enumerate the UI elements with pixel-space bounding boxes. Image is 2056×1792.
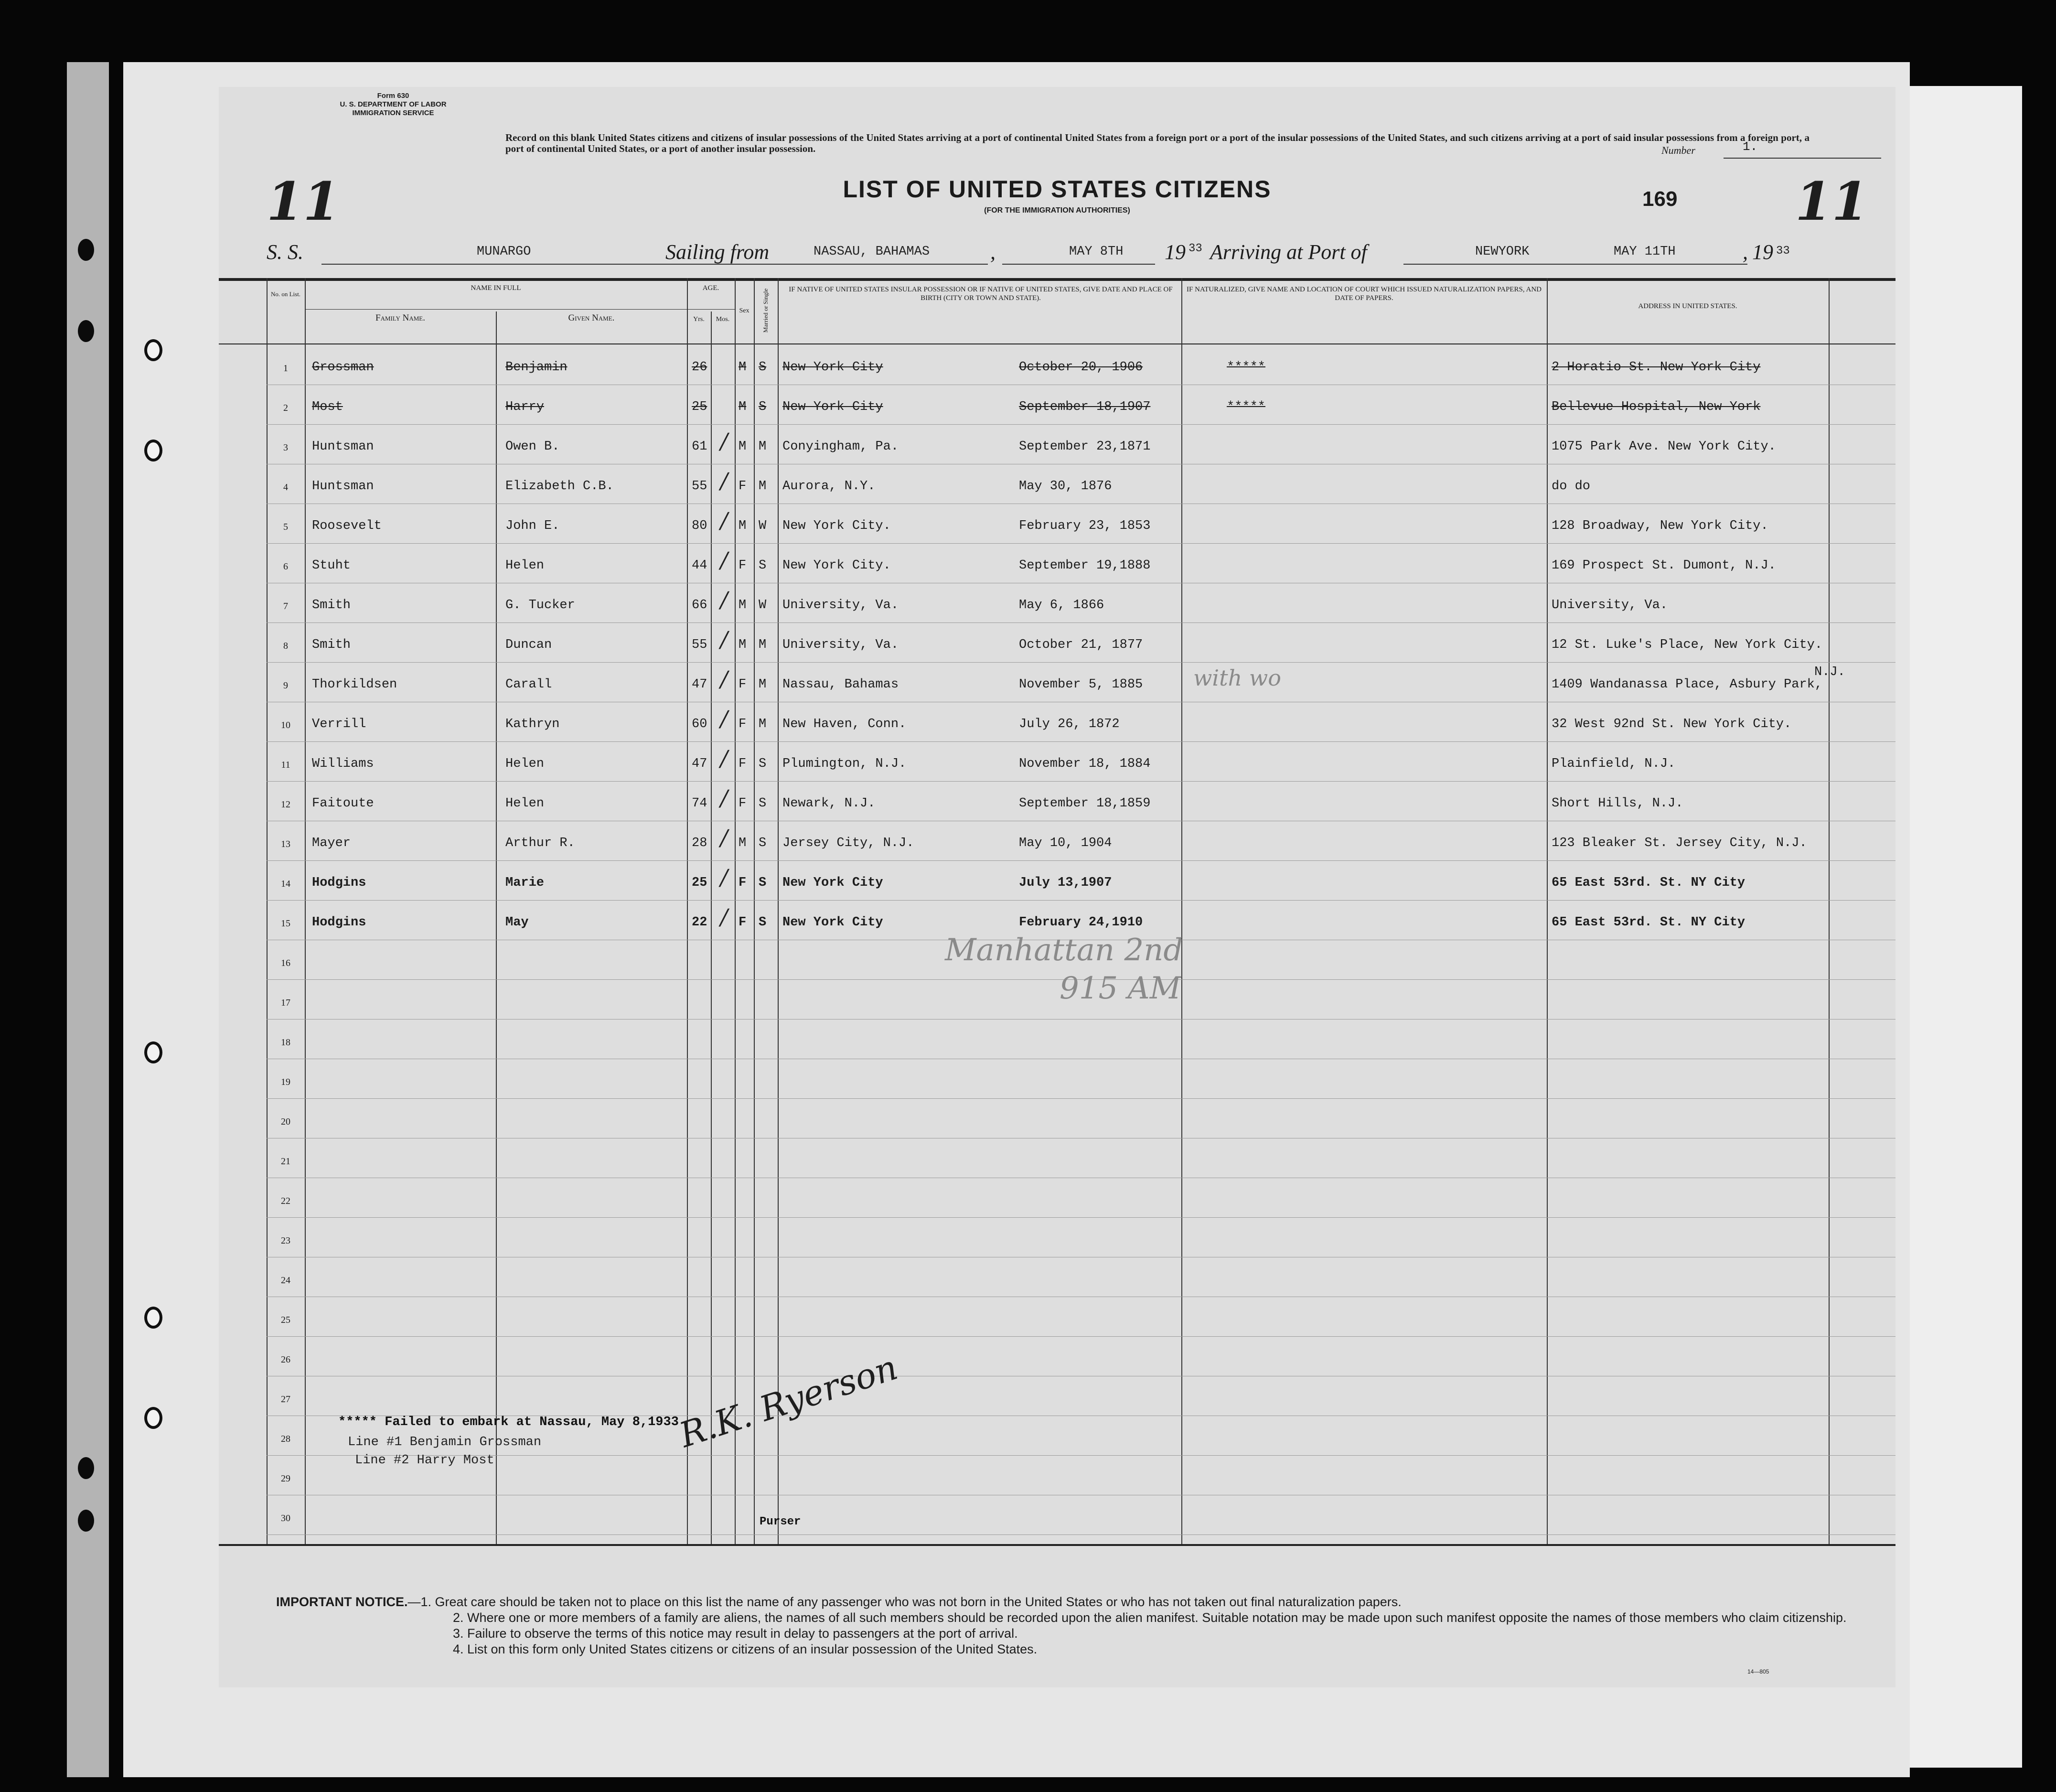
sail-year: 33 [1189, 242, 1202, 255]
sail-date: MAY 8TH [1069, 245, 1124, 259]
row-number: 6 [283, 561, 288, 572]
arrival-port: NEWYORK [1475, 245, 1530, 259]
form-id-block [300, 92, 486, 118]
birthplace-cell: Aurora, N.Y. [782, 479, 876, 494]
birthdate-cell: May 6, 1866 [1019, 598, 1104, 612]
tick-mark: / [720, 507, 728, 533]
tick-mark: / [720, 904, 728, 930]
row-number: 28 [281, 1434, 290, 1444]
arrival-date: MAY 11TH [1614, 245, 1676, 259]
marital-status-cell: S [759, 836, 767, 850]
address-overflow: N.J. [1814, 665, 1845, 679]
header-name-in-full: NAME IN FULL [471, 284, 521, 292]
footer-note-line2: Line #1 Benjamin Grossman [348, 1435, 542, 1449]
birthdate-cell: February 23, 1853 [1019, 519, 1151, 533]
service-name: IMMIGRATION SERVICE [352, 109, 434, 117]
marital-status-cell: M [759, 479, 767, 494]
tick-mark: / [720, 587, 728, 612]
purser-label: Purser [760, 1515, 801, 1528]
marital-status-cell: W [759, 598, 767, 612]
birthdate-cell: November 18, 1884 [1019, 757, 1151, 771]
age-cell: 61 [692, 440, 707, 454]
naturalization-cell: ***** [1227, 360, 1266, 375]
punch-hole [78, 239, 94, 261]
marital-status-cell: S [759, 400, 767, 414]
family-name-cell: Huntsman [312, 479, 374, 494]
important-notice [276, 1594, 1867, 1657]
row-number: 18 [281, 1037, 290, 1048]
pencil-note-time: 915 AM [1060, 971, 1181, 1006]
address-cell: 1409 Wandanassa Place, Asbury Park, [1552, 677, 1823, 692]
row-rule [267, 860, 1895, 861]
row-number: 20 [281, 1116, 290, 1127]
age-cell: 22 [692, 915, 707, 930]
row-rule [267, 622, 1895, 623]
marital-status-cell: S [759, 757, 767, 771]
number-label: Number [1661, 144, 1695, 156]
column-divider [496, 311, 497, 1544]
row-rule [267, 662, 1895, 663]
column-divider [1181, 278, 1182, 1544]
row-number: 13 [281, 839, 290, 849]
header-birth-place-date: IF NATIVE OF UNITED STATES INSULAR POSSESSION OR IF NATIVE OF UNITED STATES, GIVE DATE AND PLACE OF BIRTH (CITY OR TOWN AND STATE). [789, 286, 1173, 302]
department-name: U. S. DEPARTMENT OF LABOR [340, 100, 447, 108]
address-cell: 12 St. Luke's Place, New York City. [1552, 638, 1823, 652]
birthplace-cell: New York City [782, 876, 883, 890]
tick-mark: / [720, 864, 728, 890]
sex-cell: F [739, 796, 747, 811]
sex-cell: F [739, 876, 747, 890]
column-divider [1547, 278, 1548, 1544]
tick-mark: / [720, 666, 728, 692]
birthplace-cell: Jersey City, N.J. [782, 836, 914, 850]
given-name-cell: Elizabeth C.B. [505, 479, 614, 494]
handwritten-mark-right: 11 [1795, 171, 1869, 232]
birthplace-cell: University, Va. [782, 598, 899, 612]
birthdate-cell: May 30, 1876 [1019, 479, 1112, 494]
punch-hole [78, 1457, 94, 1479]
row-rule [267, 900, 1895, 901]
comma-separator: , [1743, 240, 1748, 264]
page-number: 169 [1642, 187, 1678, 211]
row-number: 5 [283, 522, 288, 532]
family-name-cell: Mayer [312, 836, 351, 850]
form-instructions: Record on this blank United States citizens and citizens of insular possessions of the United States arriving at a port of continental United States from a foreign port or a port of the insular possessions of the United States, and such citizens arriving at a port of said insular possessions from a foreign port, a port of continental United States, or a port of another insular possession. [505, 132, 1810, 154]
row-number: 30 [281, 1513, 290, 1524]
row-number: 3 [283, 442, 288, 453]
birthplace-cell: New York City [782, 360, 883, 375]
punch-hole [78, 320, 94, 342]
marital-status-cell: S [759, 915, 767, 930]
marital-status-cell: S [759, 558, 767, 573]
marital-status-cell: S [759, 360, 767, 375]
row-number: 29 [281, 1473, 290, 1484]
comma-separator: , [990, 240, 996, 264]
age-cell: 66 [692, 598, 707, 612]
arrival-year: 33 [1776, 245, 1790, 258]
marital-status-cell: M [759, 677, 767, 692]
naturalization-cell: ***** [1227, 400, 1266, 414]
row-rule [267, 741, 1895, 742]
address-cell: University, Va. [1552, 598, 1668, 612]
arrival-year-prefix: 19 [1752, 240, 1773, 264]
age-cell: 47 [692, 757, 707, 771]
header-sex: Sex [739, 307, 750, 314]
marital-status-cell: M [759, 440, 767, 454]
birthplace-cell: New York City [782, 915, 883, 930]
birthdate-cell: July 13,1907 [1019, 876, 1112, 890]
row-rule [267, 1455, 1895, 1456]
row-number: 2 [283, 403, 288, 413]
age-cell: 60 [692, 717, 707, 731]
sex-cell: F [739, 757, 747, 771]
given-name-cell: Helen [505, 558, 545, 573]
ship-name: MUNARGO [477, 245, 531, 259]
row-rule [267, 781, 1895, 782]
birthdate-cell: September 18,1907 [1019, 400, 1151, 414]
age-cell: 25 [692, 876, 707, 890]
birthplace-cell: New York City [782, 400, 883, 414]
citizens-list-form [219, 87, 1895, 1687]
sex-cell: M [739, 598, 747, 612]
column-divider [754, 278, 755, 1544]
address-cell: do do [1552, 479, 1591, 494]
age-cell: 80 [692, 519, 707, 533]
birthplace-cell: University, Va. [782, 638, 899, 652]
punch-hole [144, 1041, 162, 1063]
address-cell: Bellevue Hospital, New York [1552, 400, 1761, 414]
row-number: 12 [281, 799, 290, 810]
birthdate-cell: September 19,1888 [1019, 558, 1151, 573]
footer-note-line3: Line #2 Harry Most [355, 1453, 494, 1468]
arriving-label: Arriving at Port of [1210, 240, 1367, 264]
notice-item-2: 2. Where one or more members of a family are aliens, the names of all such members should be recorded upon the alien manifest. Suitable notation may be made upon such manifest opposite the names of those members who claim citizenship. [453, 1610, 1847, 1625]
column-divider [1829, 278, 1830, 1544]
tick-mark: / [720, 626, 728, 652]
family-name-cell: Williams [312, 757, 374, 771]
birthplace-cell: New York City. [782, 519, 891, 533]
row-number: 9 [283, 680, 288, 691]
column-divider [305, 278, 306, 1544]
marital-status-cell: S [759, 876, 767, 890]
age-cell: 28 [692, 836, 707, 850]
header-address: ADDRESS IN UNITED STATES. [1638, 302, 1737, 310]
sex-cell: F [739, 717, 747, 731]
given-name-cell: May [505, 915, 529, 930]
address-cell: 169 Prospect St. Dumont, N.J. [1552, 558, 1776, 573]
arrival-underline [1403, 264, 1747, 265]
notice-item-4: 4. List on this form only United States citizens or citizens of an insular possession of the United States. [453, 1642, 1038, 1656]
row-rule [267, 1336, 1895, 1337]
birthdate-cell: May 10, 1904 [1019, 836, 1112, 850]
sail-year-prefix: 19 [1165, 240, 1186, 264]
name-group-rule [305, 309, 687, 310]
birthplace-cell: Plumington, N.J. [782, 757, 907, 771]
tick-mark: / [720, 745, 728, 771]
family-name-cell: Huntsman [312, 440, 374, 454]
sex-cell: M [739, 836, 747, 850]
column-divider [711, 311, 712, 1544]
row-number: 14 [281, 879, 290, 889]
address-cell: 65 East 53rd. St. NY City [1552, 915, 1745, 930]
row-rule [267, 1217, 1895, 1218]
marital-status-cell: M [759, 638, 767, 652]
tick-mark: / [720, 547, 728, 573]
given-name-cell: Benjamin [505, 360, 568, 375]
sex-cell: F [739, 479, 747, 494]
number-underline [1724, 158, 1881, 159]
birthplace-cell: Newark, N.J. [782, 796, 876, 811]
birthplace-cell: New Haven, Conn. [782, 717, 907, 731]
given-name-cell: Owen B. [505, 440, 560, 454]
header-married-single: Married or Single [762, 288, 769, 333]
table-bottom-rule [219, 1544, 1895, 1546]
family-name-cell: Verrill [312, 717, 366, 731]
notice-label: IMPORTANT NOTICE. [276, 1595, 408, 1609]
row-number: 24 [281, 1275, 290, 1286]
age-cell: 47 [692, 677, 707, 692]
birthdate-cell: November 5, 1885 [1019, 677, 1143, 692]
given-name-cell: John E. [505, 519, 560, 533]
given-name-cell: G. Tucker [505, 598, 575, 612]
header-family-name: Family Name. [375, 313, 425, 323]
sail-date-underline [1002, 264, 1155, 265]
address-cell: Plainfield, N.J. [1552, 757, 1676, 771]
sex-cell: F [739, 677, 747, 692]
sex-cell: M [739, 360, 747, 375]
marital-status-cell: S [759, 796, 767, 811]
number-value: 1. [1743, 139, 1758, 154]
family-name-cell: Stuht [312, 558, 351, 573]
sex-cell: M [739, 440, 747, 454]
row-number: 21 [281, 1156, 290, 1167]
sex-cell: F [739, 915, 747, 930]
family-name-cell: Most [312, 400, 343, 414]
punch-hole [78, 1510, 94, 1532]
birthdate-cell: September 18,1859 [1019, 796, 1151, 811]
footer-note-line1: ***** Failed to embark at Nassau, May 8,1933 [338, 1415, 679, 1429]
address-cell: 128 Broadway, New York City. [1552, 519, 1768, 533]
age-cell: 74 [692, 796, 707, 811]
row-number: 27 [281, 1394, 290, 1405]
birthdate-cell: February 24,1910 [1019, 915, 1143, 930]
row-number: 26 [281, 1354, 290, 1365]
row-number: 17 [281, 998, 290, 1008]
row-number: 15 [281, 918, 290, 929]
row-rule [267, 1534, 1895, 1535]
form-print-code: 14—805 [1747, 1668, 1769, 1675]
birthdate-cell: July 26, 1872 [1019, 717, 1120, 731]
family-name-cell: Smith [312, 638, 351, 652]
column-divider [778, 278, 779, 1544]
sex-cell: F [739, 558, 747, 573]
notice-item-3: 3. Failure to observe the terms of this notice may result in delay to passengers at the port of arrival. [453, 1626, 1018, 1641]
address-cell: 1075 Park Ave. New York City. [1552, 440, 1776, 454]
birthplace-cell: Conyingham, Pa. [782, 440, 899, 454]
header-mos: Mos. [716, 316, 730, 323]
handwritten-mark-left: 11 [267, 171, 340, 232]
row-number: 4 [283, 482, 288, 493]
family-name-cell: Roosevelt [312, 519, 382, 533]
form-number: Form 630 [377, 92, 409, 100]
row-number: 1 [283, 363, 288, 374]
pencil-note-row9: with wo [1193, 665, 1281, 691]
page-edge [1910, 86, 2022, 1768]
given-name-cell: Helen [505, 796, 545, 811]
row-number: 23 [281, 1235, 290, 1246]
given-name-cell: Helen [505, 757, 545, 771]
tick-mark: / [720, 468, 728, 494]
header-age: AGE. [702, 284, 719, 292]
pencil-note-port: Manhattan 2nd [945, 933, 1183, 968]
given-name-cell: Arthur R. [505, 836, 575, 850]
birthdate-cell: September 23,1871 [1019, 440, 1151, 454]
given-name-cell: Harry [505, 400, 545, 414]
column-divider [687, 278, 688, 1544]
age-cell: 55 [692, 479, 707, 494]
family-name-cell: Faitoute [312, 796, 374, 811]
birthplace-cell: Nassau, Bahamas [782, 677, 899, 692]
age-cell: 44 [692, 558, 707, 573]
header-yrs: Yrs. [693, 316, 705, 323]
marital-status-cell: M [759, 717, 767, 731]
given-name-cell: Carall [505, 677, 552, 692]
header-naturalization: IF NATURALIZED, GIVE NAME AND LOCATION OF COURT WHICH ISSUED NATURALIZATION PAPERS, AND DATE OF PAPERS. [1186, 286, 1542, 302]
punch-hole [144, 1407, 162, 1429]
header-given-name: Given Name. [568, 313, 615, 323]
given-name-cell: Marie [505, 876, 545, 890]
ss-label: S. S. [267, 240, 303, 264]
family-name-cell: Hodgins [312, 876, 366, 890]
tick-mark: / [720, 825, 728, 850]
sailing-from-port: NASSAU, BAHAMAS [814, 245, 930, 259]
address-cell: 65 East 53rd. St. NY City [1552, 876, 1745, 890]
birthdate-cell: October 21, 1877 [1019, 638, 1143, 652]
punch-hole [144, 339, 162, 361]
birthplace-cell: New York City. [782, 558, 891, 573]
column-divider [735, 278, 736, 1544]
family-name-cell: Thorkildsen [312, 677, 397, 692]
page-subtitle: (FOR THE IMMIGRATION AUTHORITIES) [984, 206, 1130, 215]
family-name-cell: Grossman [312, 360, 374, 375]
age-cell: 25 [692, 400, 707, 414]
address-cell: 2 Horatio St. New York City [1552, 360, 1761, 375]
sex-cell: M [739, 400, 747, 414]
family-name-cell: Smith [312, 598, 351, 612]
address-cell: Short Hills, N.J. [1552, 796, 1683, 811]
sex-cell: M [739, 519, 747, 533]
address-cell: 123 Bleaker St. Jersey City, N.J. [1552, 836, 1807, 850]
row-number: 7 [283, 601, 288, 612]
sailing-from-label: Sailing from [665, 240, 770, 264]
given-name-cell: Duncan [505, 638, 552, 652]
notice-item-1: —1. Great care should be taken not to place on this list the name of any passenger who was not born in the United States or who has not taken out final naturalization papers. [407, 1595, 1402, 1609]
purser-signature: R.K. Ryerson [675, 1347, 902, 1455]
row-number: 8 [283, 641, 288, 651]
age-cell: 26 [692, 360, 707, 375]
row-number: 16 [281, 958, 290, 968]
row-number: 11 [281, 760, 290, 770]
tick-mark: / [720, 428, 728, 454]
tick-mark: / [720, 785, 728, 811]
age-cell: 55 [692, 638, 707, 652]
header-no-on-list: No. on List. [270, 290, 301, 298]
row-rule [267, 424, 1895, 425]
row-number: 25 [281, 1315, 290, 1325]
punch-hole [144, 440, 162, 461]
marital-status-cell: W [759, 519, 767, 533]
sailing-underline [806, 264, 988, 265]
birthdate-cell: October 20, 1906 [1019, 360, 1143, 375]
row-number: 19 [281, 1077, 290, 1087]
table-top-rule [219, 278, 1895, 281]
header-bottom-rule [219, 343, 1895, 344]
sex-cell: M [739, 638, 747, 652]
tick-mark: / [720, 706, 728, 731]
punch-hole [144, 1307, 162, 1329]
given-name-cell: Kathryn [505, 717, 560, 731]
row-number: 10 [281, 720, 290, 730]
row-rule [267, 543, 1895, 544]
row-rule [267, 1098, 1895, 1099]
age-group-rule [687, 309, 735, 310]
page-title: LIST OF UNITED STATES CITIZENS [843, 176, 1272, 203]
family-name-cell: Hodgins [312, 915, 366, 930]
address-cell: 32 West 92nd St. New York City. [1552, 717, 1792, 731]
row-number: 22 [281, 1196, 290, 1206]
